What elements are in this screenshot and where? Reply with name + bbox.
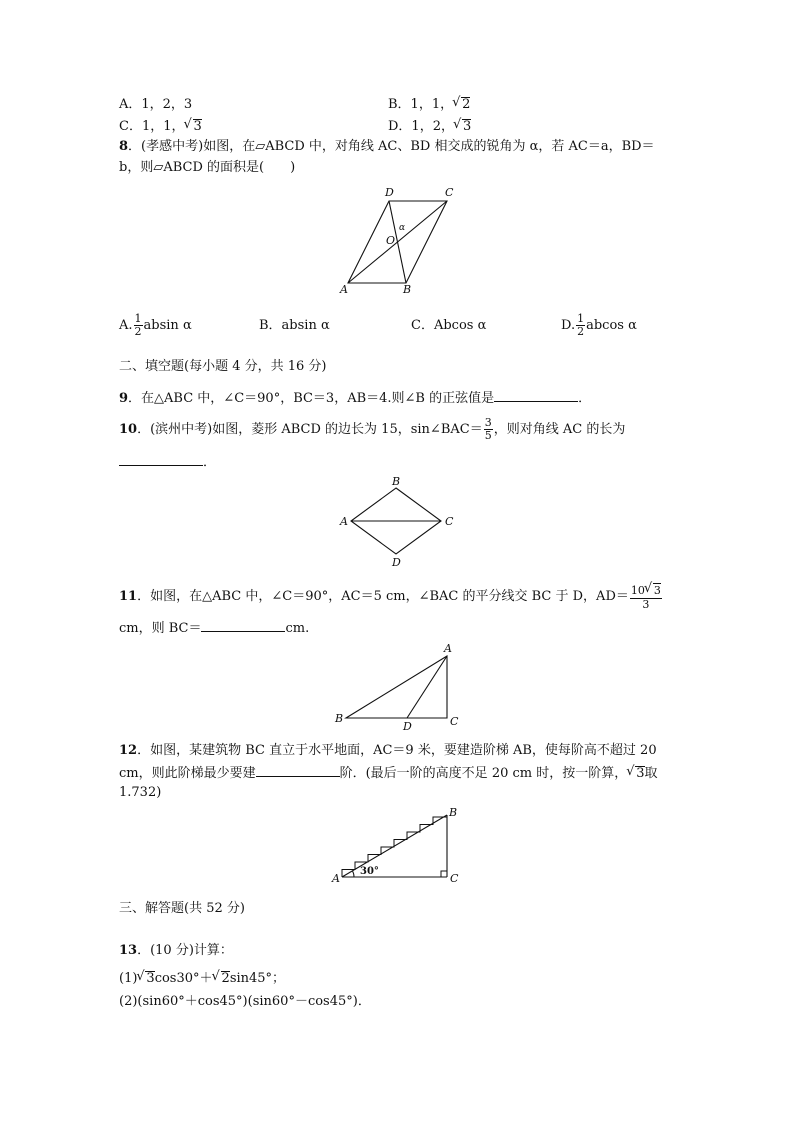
label-b: B — [449, 806, 458, 819]
answer-blank — [256, 763, 340, 777]
q8-option-a: A. $\frac{1}{2}$ absin α — [119, 312, 192, 338]
label-a: A — [340, 515, 348, 528]
fraction: $\frac{1}{2}$ — [134, 312, 142, 338]
sqrt-symbol: √ 2 — [461, 97, 470, 112]
q8-option-b: B．absin α — [259, 318, 330, 333]
q11-line1: 11．如图，在△ABC 中，∠C＝90°，AC＝5 cm，∠BAC 的平分线交 BC 于 D，AD＝ $\frac{10√ 3}{3}$ — [119, 580, 663, 614]
q12-line3: 1.732) — [119, 785, 162, 800]
sqrt-symbol: √ 3 — [193, 119, 202, 134]
q11-triangle-figure — [332, 642, 472, 732]
q13-title: 13．(10 分)计算： — [119, 943, 233, 958]
answer-blank — [119, 452, 203, 466]
fraction: $\frac{1}{2}$ — [577, 312, 585, 338]
label-c: C — [445, 515, 454, 528]
q7-option-c: C．1，1，√ 3 — [119, 118, 202, 136]
q8-line1: 8．(孝感中考)如图，在▱ABCD 中，对角线 AC、BD 相交成的锐角为 α，若 AC＝a，BD＝ — [119, 139, 655, 154]
label-d: D — [392, 556, 401, 569]
section-3-title: 三、解答题(共 52 分) — [119, 901, 245, 916]
q8-option-d: D. $\frac{1}{2}$ abcos α — [561, 312, 637, 338]
q12-line1: 12．如图，某建筑物 BC 直立于水平地面，AC＝9 米，要建造阶梯 AB，使每阶高不超过 20 — [119, 743, 657, 758]
sqrt-symbol: √ 3 — [462, 119, 471, 134]
q11-line2: cm，则 BC＝ cm. — [119, 618, 309, 638]
q7-option-d: D．1，2，√ 3 — [388, 118, 471, 136]
label-d: D — [385, 186, 394, 199]
sqrt-symbol: √ 3 — [145, 971, 154, 986]
fraction: $\frac{3}{5}$ — [484, 416, 492, 442]
q8-line2: b，则▱ABCD 的面积是( ) — [119, 160, 296, 175]
label-b: B — [335, 712, 344, 725]
label-o: O — [386, 234, 396, 247]
q10-line1: 10．(滨州中考)如图，菱形 ABCD 的边长为 15，sin∠BAC＝ $\frac{3}{5}$ ，则对角线 AC 的长为 — [119, 416, 626, 442]
label-a: A — [444, 642, 452, 655]
label-a: A — [332, 872, 340, 885]
label-c: C — [450, 872, 459, 885]
section-2-title: 二、填空题(每小题 4 分，共 16 分) — [119, 359, 327, 374]
fraction: $\frac{10√ 3}{3}$ — [630, 583, 662, 611]
label-alpha: α — [399, 223, 406, 233]
q7-option-b: B．1，1，√ 2 — [388, 96, 470, 114]
sqrt-symbol: √ 2 — [221, 971, 230, 986]
q13-part2: (2)(sin60°＋cos45°)(sin60°－cos45°)． — [119, 994, 371, 1009]
q10-line2: ． — [119, 452, 216, 472]
label-d: D — [403, 720, 412, 732]
label-a: A — [340, 283, 348, 296]
q7-option-a: A．1，2，3 — [119, 97, 193, 112]
label-angle: 30° — [360, 866, 379, 877]
q8-parallelogram-figure — [330, 180, 470, 298]
q9-text: 9．在△ABC 中，∠C＝90°，BC＝3，AB＝4.则∠B 的正弦值是 ． — [119, 388, 591, 408]
q8-option-c: C．Abcos α — [411, 318, 487, 333]
sqrt-symbol: √ 3 — [635, 766, 644, 781]
label-c: C — [445, 186, 454, 199]
q10-rhombus-figure — [335, 474, 465, 570]
label-c: C — [450, 715, 459, 728]
sqrt-symbol: √ 3 — [653, 583, 661, 598]
q12-staircase-figure — [330, 804, 470, 890]
answer-blank — [494, 388, 578, 402]
label-b: B — [403, 283, 412, 296]
q13-part1: (1)√ 3cos30°＋√ 2sin45°； — [119, 970, 285, 988]
answer-blank — [201, 618, 285, 632]
label-b: B — [392, 475, 401, 488]
q12-line2: cm，则此阶梯最少要建 阶．(最后一阶的高度不足 20 cm 时，按一阶算，√ 3取 — [119, 763, 658, 783]
